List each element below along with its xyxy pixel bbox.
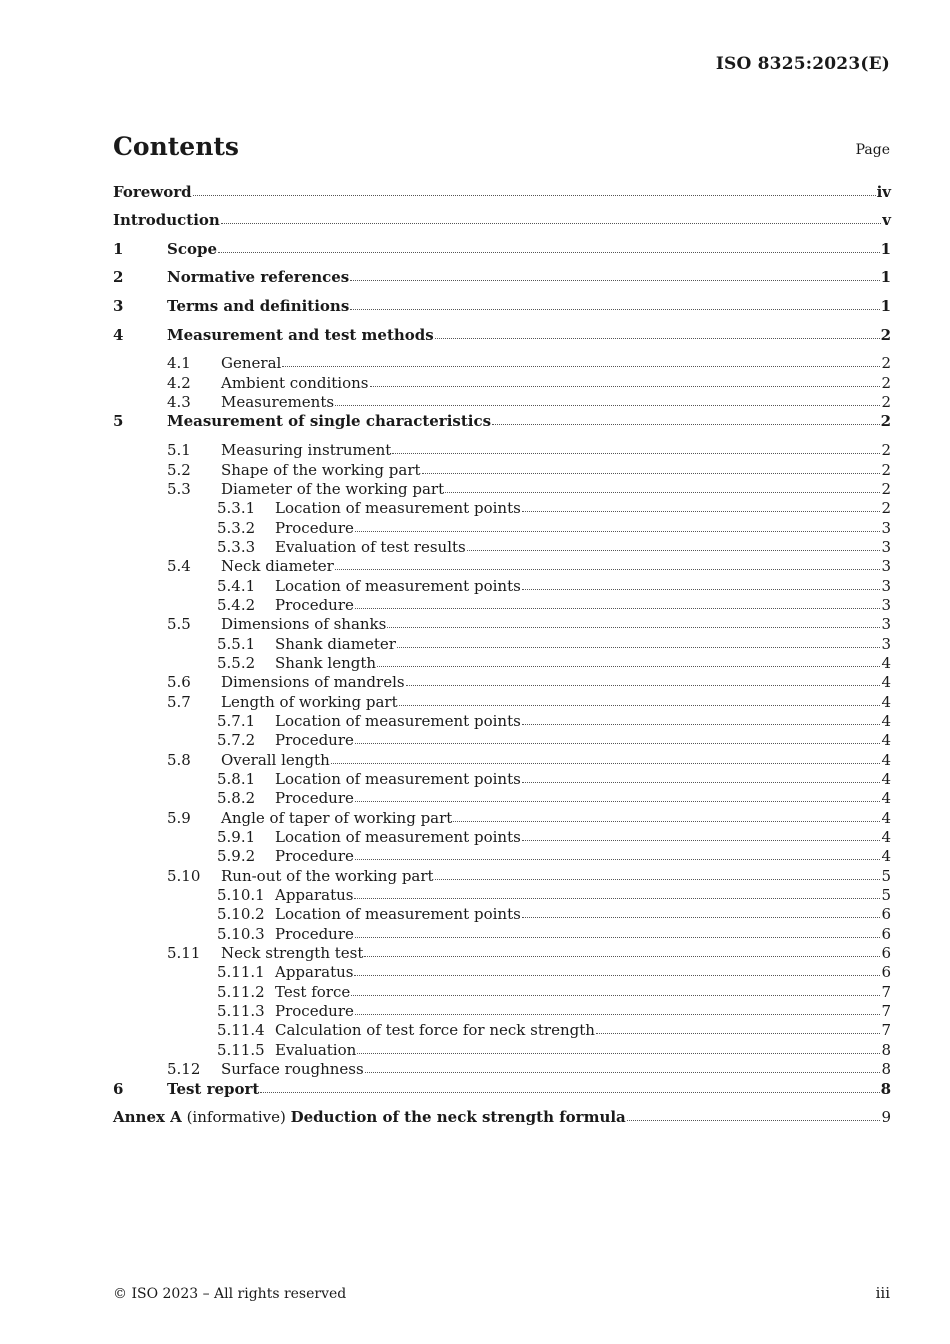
toc-entry-page: 6 (881, 963, 891, 982)
toc-entry-number: 6 (113, 1079, 124, 1098)
toc-entry-page: iv (876, 183, 891, 201)
dot-leader (218, 251, 880, 253)
toc-entry[interactable] (113, 712, 891, 731)
contents-heading: Contents (113, 132, 240, 161)
dot-leader (377, 665, 880, 667)
dot-leader (522, 510, 881, 512)
annex-title: Deduction of the neck strength formula (290, 1108, 626, 1127)
dot-leader (354, 897, 880, 899)
toc-entry-number: 4.2 (167, 373, 191, 392)
toc-entry[interactable] (113, 1021, 891, 1040)
toc-entry-number: 5 (113, 412, 124, 431)
toc-entry-page: 7 (881, 1021, 891, 1040)
toc-entry-title: Measurement and test methods (167, 325, 434, 344)
toc-entry-number: 5.5.2 (217, 653, 256, 672)
toc-entry-page: 4 (881, 673, 891, 692)
toc-entry-title: Scope (167, 239, 218, 258)
toc-entry-page: 4 (881, 770, 891, 788)
toc-entry-title: Dimensions of mandrels (221, 673, 405, 692)
toc-entry-number: 5.11.2 (217, 982, 265, 1001)
toc-entry-title: Location of measurement points (275, 711, 521, 730)
toc-entry[interactable] (113, 1002, 891, 1021)
toc-entry-title: Introduction (113, 211, 220, 229)
toc-entry-title: Neck strength test (221, 944, 364, 963)
dot-leader (355, 800, 881, 802)
toc-entry[interactable] (113, 240, 891, 269)
toc-entry-number: 5.10.1 (217, 886, 265, 905)
dot-leader (522, 839, 881, 841)
toc-entry-page: 2 (881, 354, 891, 373)
toc-entry[interactable] (113, 905, 891, 924)
toc-entry-title (113, 1108, 626, 1126)
dot-leader (260, 1091, 879, 1093)
dot-leader (445, 491, 880, 493)
toc-entry-number: 5.4.1 (217, 576, 256, 595)
toc-entry-number: 5.8.2 (217, 789, 256, 808)
toc-entry-title: Location of measurement points (275, 905, 521, 924)
toc-entry-page: 9 (881, 1108, 891, 1127)
toc-entry[interactable] (113, 297, 891, 326)
dot-leader (522, 723, 881, 725)
toc-entry-number: 4 (113, 325, 124, 344)
toc-entry-number: 5.10 (167, 866, 201, 885)
toc-entry-page: 2 (881, 441, 891, 460)
toc-entry-title: Procedure (275, 1002, 354, 1021)
toc-entry[interactable] (113, 673, 891, 692)
toc-entry[interactable] (113, 983, 891, 1002)
dot-leader (355, 1013, 881, 1015)
toc-entry-title: Evaluation (275, 1040, 357, 1059)
toc-entry-page: 5 (881, 866, 891, 885)
toc-entry-title: Procedure (275, 847, 354, 866)
toc-entry-title: Evaluation of test results (275, 537, 466, 556)
toc-entry[interactable] (113, 480, 891, 499)
dot-leader (492, 423, 880, 425)
toc-entry-page: 2 (881, 479, 891, 498)
toc-entry-number: 5.8 (167, 750, 191, 769)
toc-entry-number: 5.10.3 (217, 924, 265, 943)
dot-leader (331, 762, 881, 764)
toc-entry-page: 1 (880, 268, 891, 287)
toc-entry-title: Location of measurement points (275, 770, 521, 788)
dot-leader (193, 194, 876, 196)
dot-leader (435, 878, 881, 880)
toc-entry-title: Shank length (275, 653, 377, 672)
dot-leader (406, 684, 881, 686)
toc-entry-page: 4 (881, 731, 891, 750)
toc-entry-page: 4 (881, 808, 891, 827)
toc-entry-title: Location of measurement points (275, 499, 521, 518)
toc-entry-page: 4 (881, 828, 891, 847)
dot-leader (596, 1032, 881, 1034)
toc-entry[interactable] (113, 1080, 891, 1109)
toc-entry-number: 5.5.1 (217, 634, 256, 653)
toc-entry-page: 2 (880, 325, 891, 344)
dot-leader (335, 568, 881, 570)
toc-entry-page: 7 (881, 982, 891, 1001)
dot-leader (357, 1052, 880, 1054)
annex-label: Annex A (113, 1108, 182, 1127)
toc-entry[interactable] (113, 925, 891, 944)
toc-entry[interactable] (113, 847, 891, 866)
dot-leader (282, 365, 880, 367)
toc-entry-page: 6 (881, 944, 891, 963)
toc-entry[interactable] (113, 499, 891, 518)
toc-entry[interactable] (113, 693, 891, 712)
toc-entry[interactable] (113, 211, 891, 240)
toc-entry[interactable] (113, 751, 891, 770)
dot-leader (399, 704, 881, 706)
toc-entry-number: 5.3 (167, 479, 191, 498)
toc-entry-page: 4 (881, 711, 891, 730)
toc-entry[interactable] (113, 596, 891, 615)
dot-leader (355, 858, 881, 860)
toc-entry-title: Measurement of single characteristics (167, 412, 492, 431)
toc-entry-page: 3 (881, 518, 891, 537)
toc-entry-title: Measuring instrument (221, 441, 392, 460)
dot-leader (365, 1071, 881, 1073)
toc-entry-page: 3 (881, 576, 891, 595)
toc-entry[interactable] (113, 557, 891, 576)
dot-leader (467, 549, 881, 551)
toc-entry-number: 5.3.1 (217, 499, 256, 518)
toc-entry-title: Location of measurement points (275, 576, 521, 595)
dot-leader (435, 337, 880, 339)
dot-leader (522, 781, 881, 783)
toc-entry-page: v (882, 211, 891, 229)
toc-entry-title: Neck diameter (221, 557, 334, 576)
dot-leader (522, 588, 881, 590)
toc-entry[interactable] (113, 828, 891, 847)
toc-entry-title: Length of working part (221, 692, 398, 711)
toc-entry-title: Calculation of test force for neck strength (275, 1021, 595, 1040)
dot-leader (221, 222, 881, 224)
toc-entry-title: Procedure (275, 924, 354, 943)
dot-leader (355, 936, 881, 938)
toc-entry-page: 5 (881, 886, 891, 905)
toc-entry[interactable] (113, 615, 891, 634)
toc-entry-title: Terms and definitions (167, 297, 350, 316)
toc-entry-page: 2 (881, 393, 891, 412)
toc-entry-number: 5.9.2 (217, 847, 256, 866)
dot-leader (354, 974, 880, 976)
dot-leader (335, 404, 880, 406)
toc-entry-title: Diameter of the working part (221, 479, 445, 498)
toc-entry-number: 5.8.1 (217, 770, 256, 788)
page-number: iii (875, 1284, 890, 1302)
toc-entry-page: 2 (881, 373, 891, 392)
dot-leader (364, 955, 880, 957)
toc-entry-page: 4 (881, 789, 891, 808)
toc-entry-title: Dimensions of shanks (221, 615, 387, 634)
toc-entry-title: Test report (167, 1079, 260, 1098)
toc-entry-page: 2 (881, 499, 891, 518)
toc-entry-page: 2 (881, 460, 891, 479)
dot-leader (355, 742, 881, 744)
toc-entry-number: 5.11.4 (217, 1021, 265, 1040)
toc-entry-title: Procedure (275, 595, 354, 614)
toc-entry[interactable] (113, 441, 891, 460)
copyright-notice: © ISO 2023 – All rights reserved (113, 1286, 347, 1302)
toc-entry[interactable] (113, 944, 891, 963)
toc-entry-title: Test force (275, 982, 351, 1001)
toc-entry-number: 5.3.2 (217, 518, 256, 537)
toc-entry-page: 1 (880, 297, 891, 316)
toc-entry-page: 1 (880, 239, 891, 258)
toc-entry-title: Apparatus (275, 963, 354, 982)
toc-entry-number: 2 (113, 268, 124, 287)
page-column-label: Page (855, 142, 890, 158)
dot-leader (350, 308, 879, 310)
toc-entry[interactable] (113, 577, 891, 596)
toc-entry[interactable] (113, 654, 891, 673)
toc-entry[interactable] (113, 412, 891, 441)
toc-entry-number: 5.11.5 (217, 1040, 265, 1059)
toc-entry-title: Shape of the working part (221, 460, 421, 479)
toc-entry-number: 5.11 (167, 944, 201, 963)
toc-entry[interactable] (113, 809, 891, 828)
toc-entry[interactable] (113, 886, 891, 905)
toc-entry[interactable] (113, 867, 891, 886)
toc-entry[interactable] (113, 731, 891, 750)
toc-entry-page: 4 (881, 692, 891, 711)
toc-entry[interactable] (113, 538, 891, 557)
dot-leader (453, 820, 880, 822)
toc-entry-title: Foreword (113, 183, 192, 201)
toc-entry-title: Normative references (167, 268, 350, 287)
toc-entry-title: Overall length (221, 750, 330, 769)
toc-entry-title: Shank diameter (275, 634, 396, 653)
toc-entry-number: 5.2 (167, 460, 191, 479)
toc-entry-number: 5.3.3 (217, 537, 256, 556)
toc-entry-number: 5.10.2 (217, 905, 265, 924)
toc-entry-number: 5.7 (167, 692, 191, 711)
toc-entry-title: Procedure (275, 518, 354, 537)
toc-entry-number: 4.3 (167, 393, 191, 412)
toc-entry-title: Surface roughness (221, 1060, 364, 1079)
toc-entry-title: Procedure (275, 731, 354, 750)
toc-entry-page: 8 (881, 1040, 891, 1059)
toc-entry-number: 4.1 (167, 354, 191, 373)
dot-leader (522, 916, 881, 918)
dot-leader (350, 279, 879, 281)
toc-entry-number: 3 (113, 297, 124, 316)
dot-leader (422, 472, 881, 474)
document-id: ISO 8325:2023(E) (715, 54, 890, 74)
toc-entry[interactable] (113, 393, 891, 412)
toc-entry-number: 5.6 (167, 673, 191, 692)
toc-entry-title: Location of measurement points (275, 828, 521, 847)
dot-leader (627, 1119, 881, 1121)
toc-entry-number: 5.4 (167, 557, 191, 576)
toc-entry-page: 6 (881, 924, 891, 943)
toc-entry-number: 5.9 (167, 808, 191, 827)
toc-entry-page: 3 (881, 595, 891, 614)
toc-entry-page: 6 (881, 905, 891, 924)
toc-entry-page: 8 (880, 1079, 891, 1098)
dot-leader (387, 626, 880, 628)
toc-entry-title: Ambient conditions (221, 373, 369, 392)
toc-entry-title: Measurements (221, 393, 335, 412)
toc-entry-number: 5.4.2 (217, 595, 256, 614)
toc-entry[interactable] (113, 1041, 891, 1060)
toc-entry-number: 1 (113, 239, 124, 258)
toc-entry[interactable] (113, 635, 891, 654)
annex-type: (informative) (186, 1108, 286, 1127)
toc-entry-number: 5.7.2 (217, 731, 256, 750)
toc-entry-page: 4 (881, 847, 891, 866)
toc-entry-page: 4 (881, 750, 891, 769)
dot-leader (370, 385, 881, 387)
toc-entry-number: 5.11.3 (217, 1002, 265, 1021)
dot-leader (355, 530, 881, 532)
toc-entry-page: 2 (880, 412, 891, 431)
toc-entry[interactable] (113, 1060, 891, 1079)
toc-entry-number: 5.7.1 (217, 711, 256, 730)
toc-entry[interactable] (113, 268, 891, 297)
toc-entry[interactable] (113, 963, 891, 982)
toc-entry[interactable] (113, 789, 891, 808)
toc-entry-title: Run-out of the working part (221, 866, 434, 885)
toc-entry-number: 5.1 (167, 441, 191, 460)
toc-entry[interactable] (113, 770, 891, 789)
toc-entry-page: 3 (881, 557, 891, 576)
toc-entry-title: General (221, 354, 282, 373)
toc-entry[interactable] (113, 519, 891, 538)
toc-entry-page: 3 (881, 537, 891, 556)
toc-entry-number: 5.11.1 (217, 963, 265, 982)
toc-entry[interactable] (113, 461, 891, 480)
toc-entry-title: Angle of taper of working part (221, 808, 453, 827)
toc-entry[interactable] (113, 183, 891, 211)
toc-entry[interactable] (113, 354, 891, 373)
toc-entry[interactable] (113, 374, 891, 393)
dot-leader (397, 646, 881, 648)
dot-leader (351, 994, 880, 996)
toc-entry-title: Procedure (275, 789, 354, 808)
toc-entry-page: 3 (881, 634, 891, 653)
toc-entry-number: 5.12 (167, 1060, 201, 1079)
toc-entry-title: Apparatus (275, 886, 354, 905)
toc-entry-page: 3 (881, 615, 891, 634)
dot-leader (392, 452, 880, 454)
table-of-contents (113, 183, 891, 1137)
toc-entry-page: 8 (881, 1060, 891, 1079)
toc-entry-page: 4 (881, 653, 891, 672)
toc-entry[interactable] (113, 326, 891, 355)
toc-entry-number: 5.5 (167, 615, 191, 634)
toc-entry[interactable] (113, 1108, 891, 1137)
dot-leader (355, 607, 881, 609)
toc-entry-page: 7 (881, 1002, 891, 1021)
toc-entry-number: 5.9.1 (217, 828, 256, 847)
